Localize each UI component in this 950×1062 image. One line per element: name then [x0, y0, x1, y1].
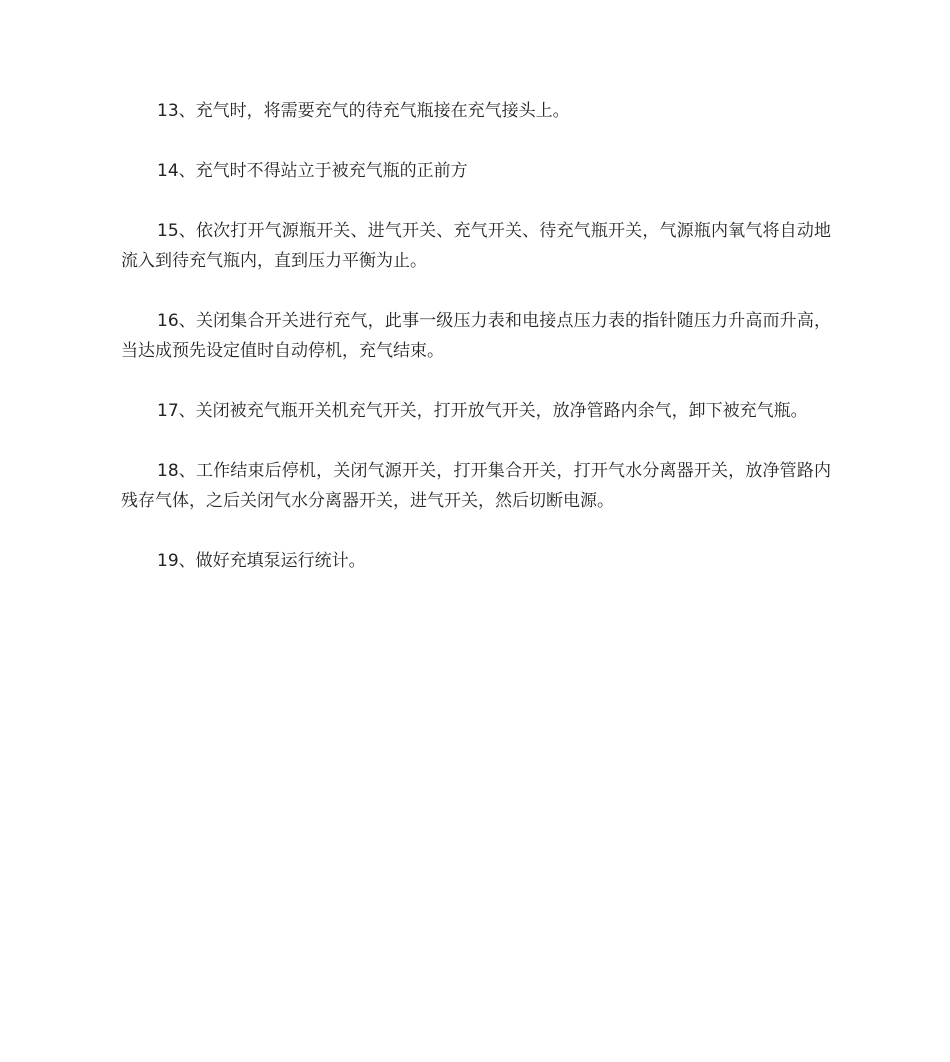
- step-13-paragraph: 13、充气时，将需要充气的待充气瓶接在充气接头上。: [157, 101, 570, 121]
- step-18-paragraph: 18、工作结束后停机，关闭气源开关，打开集合开关，打开气水分离器开关，放净管路内残存气体，之后关闭气水分离器开关，进气开关，然后切断电源。: [121, 461, 831, 511]
- step-14-paragraph: 14、充气时不得站立于被充气瓶的正前方: [157, 161, 468, 181]
- step-19-paragraph: 19、做好充填泵运行统计。: [157, 551, 366, 571]
- step-17-paragraph: 17、关闭被充气瓶开关机充气开关，打开放气开关，放净管路内余气，卸下被充气瓶。: [157, 401, 808, 421]
- step-15-paragraph: 15、依次打开气源瓶开关、进气开关、充气开关、待充气瓶开关，气源瓶内氧气将自动地流入到待充气瓶内，直到压力平衡为止。: [121, 221, 831, 271]
- step-16-paragraph: 16、关闭集合开关进行充气，此事一级压力表和电接点压力表的指针随压力升高而升高，当达成预先设定值时自动停机，充气结束。: [121, 311, 831, 361]
